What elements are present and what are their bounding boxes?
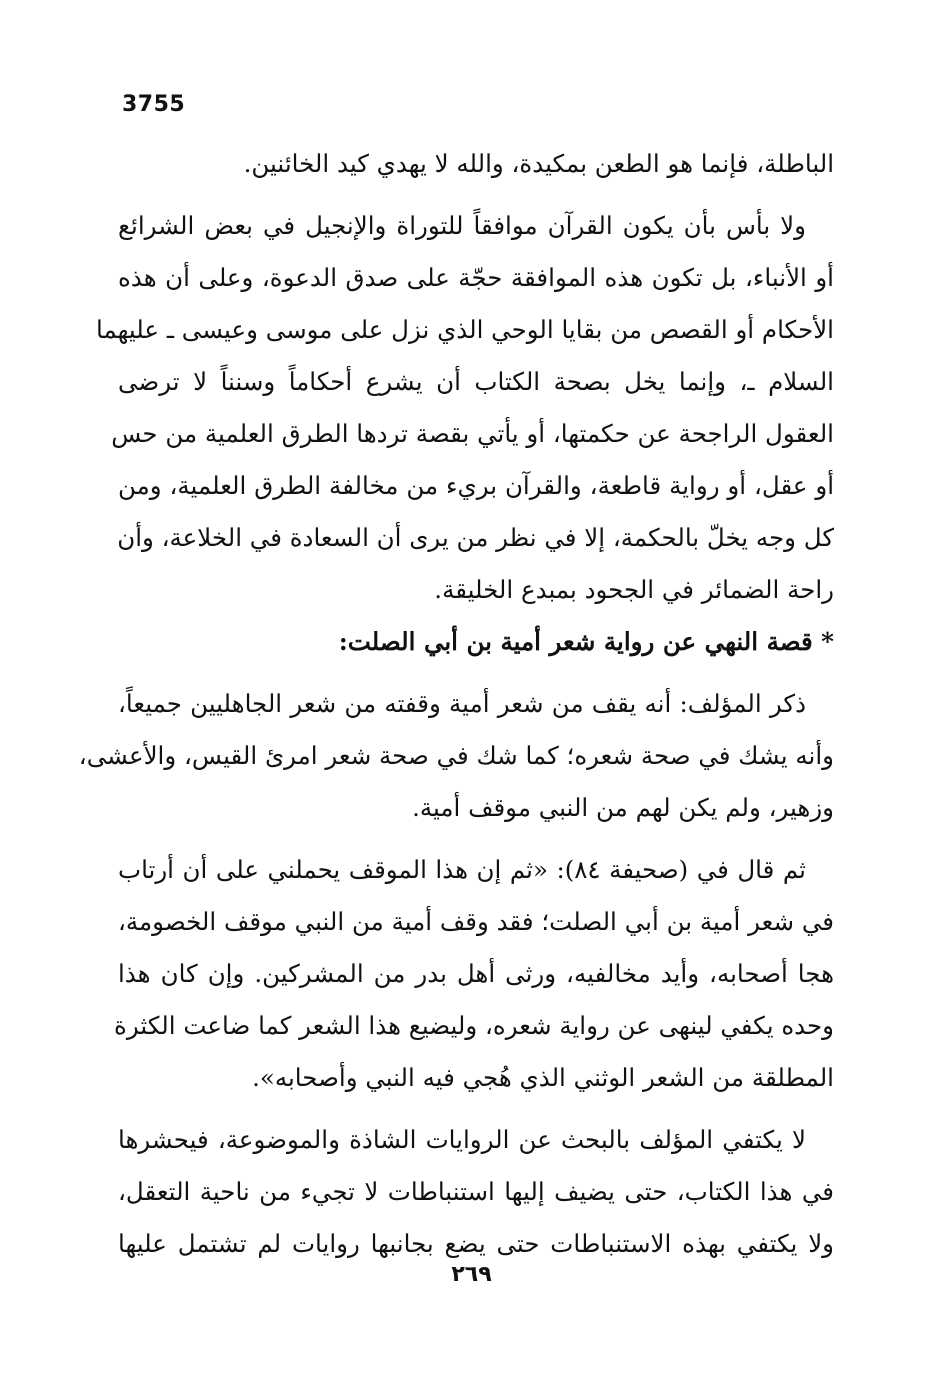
page-number-top: 3755: [122, 92, 186, 117]
paragraph: [78, 678, 834, 834]
text-line: السلام ـ، وإنما يخل بصحة الكتاب أن يشرع أحكاماً وسنناً لا ترضى: [118, 367, 834, 396]
text-line: ثم قال في (صحيفة ٨٤): «ثم إن هذا الموقف يحملني على أن أرتاب: [118, 855, 806, 884]
text-line: وأنه يشك في صحة شعره؛ كما شك في صحة شعر امرئ القيس، والأعشى،: [78, 741, 834, 770]
paragraph: [95, 200, 834, 616]
section-heading: [118, 616, 834, 668]
heading-text: * قصة النهي عن رواية شعر أمية بن أبي الصلت:: [338, 627, 834, 656]
paragraph: [118, 138, 834, 190]
text-line: راحة الضمائر في الجحود بمبدع الخليقة.: [434, 575, 834, 604]
text-line: كل وجه يخلّ بالحكمة، إلا في نظر من يرى أن السعادة في الخلاعة، وأن: [117, 523, 834, 552]
page-number-bottom: ٢٦٩: [451, 1262, 492, 1287]
text-line: الأحكام أو القصص من بقايا الوحي الذي نزل على موسى وعيسى ـ عليهما: [95, 315, 834, 344]
text-line: وحده يكفي لينهى عن رواية شعره، وليضيع هذا الشعر كما ضاعت الكثرة: [114, 1011, 834, 1040]
text-line: لا يكتفي المؤلف بالبحث عن الروايات الشاذة والموضوعة، فيحشرها: [118, 1125, 806, 1154]
text-line: المطلقة من الشعر الوثني الذي هُجي فيه النبي وأصحابه».: [252, 1063, 834, 1092]
text-line: أو الأنباء، بل تكون هذه الموافقة حجّة على صدق الدعوة، وعلى أن هذه: [118, 263, 834, 292]
text-line: أو عقل، أو رواية قاطعة، والقرآن بريء من مخالفة الطرق العلمية، ومن: [118, 471, 834, 500]
text-line: الباطلة، فإنما هو الطعن بمكيدة، والله لا يهدي كيد الخائنين.: [243, 149, 834, 178]
text-line: ذكر المؤلف: أنه يقف من شعر أمية وقفته من شعر الجاهليين جميعاً،: [118, 689, 806, 718]
text-line: في شعر أمية بن أبي الصلت؛ فقد وقف أمية من النبي موقف الخصومة،: [118, 907, 834, 936]
paragraph: [114, 844, 834, 1104]
text-line: ولا يكتفي بهذه الاستنباطات حتى يضع بجانبها روايات لم تشتمل عليها: [118, 1229, 834, 1258]
text-line: هجا أصحابه، وأيد مخالفيه، ورثى أهل بدر من المشركين. وإن كان هذا: [118, 959, 834, 988]
text-line: وزهير، ولم يكن لهم من النبي موقف أمية.: [412, 793, 834, 822]
paragraph: [118, 1114, 834, 1270]
text-line: ولا بأس بأن يكون القرآن موافقاً للتوراة والإنجيل في بعض الشرائع: [118, 211, 806, 240]
text-line: في هذا الكتاب، حتى يضيف إليها استنباطات لا تجيء من ناحية التعقل،: [118, 1177, 834, 1206]
text-line: العقول الراجحة عن حكمتها، أو يأتي بقصة تردها الطرق العلمية من حس: [111, 419, 834, 448]
book-text: [78, 138, 834, 1270]
